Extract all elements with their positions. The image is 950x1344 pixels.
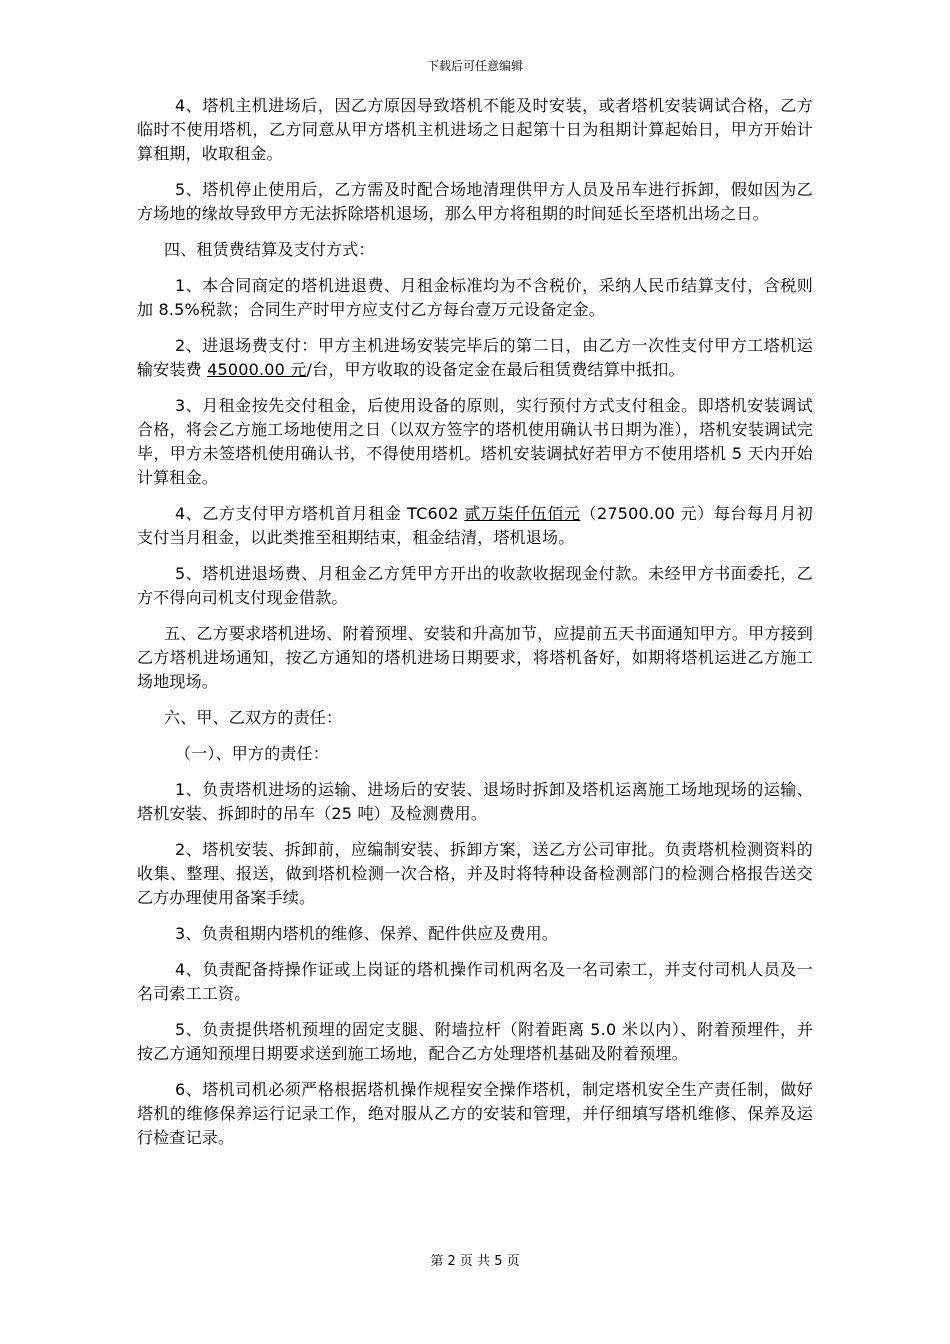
monthly-rent-text-b: （27500.00 元）每台每月月初支付当月租金，以此类推至租期结束，租金结清，塔机退场。: [137, 504, 813, 547]
page-number: 第 2 页 共 5 页: [430, 1254, 520, 1269]
entry-fee-amount: 45000.00 元: [207, 360, 307, 379]
responsibility-item: 3、负责租期内塔机的维修、保养、配件供应及费用。: [175, 924, 558, 943]
monthly-rent-amount: 贰万柒仟伍佰元: [464, 504, 581, 523]
section-heading-responsibility: 六、甲、乙双方的责任：: [164, 708, 343, 727]
document-body: [137, 94, 813, 1162]
responsibility-item: 4、负责配备持操作证或上岗证的塔机操作司机两名及一名司索工，并支付司机人员及一名司索工工资。: [137, 960, 813, 1003]
paragraph-prepayment: 3、月租金按先交付租金，后使用设备的原则，实行预付方式支付租金。即塔机安装调试合格，将会乙方施工场地使用之日（以双方签字的塔机使用确认书日期为准），塔机安装调试完毕，甲方未签塔机使用确认书，不得使用塔机。塔机安装调拭好若甲方不使用塔机 5 天内开始计算租金。: [137, 396, 813, 487]
page-header: 下载后可任意编辑: [426, 59, 523, 73]
paragraph-rent-start: 4、塔机主机进场后，因乙方原因导致塔机不能及时安装，或者塔机安装调试合格，乙方临时不使用塔机，乙方同意从甲方塔机主机进场之日起第十日为租期计算起始日，甲方开始计算租期，收取租金。: [137, 96, 813, 163]
section-heading-payment: 四、租赁费结算及支付方式：: [164, 240, 375, 259]
responsibility-item: 1、负责塔机进场的运输、进场后的安装、退场时拆卸及塔机运离施工场地现场的运输、塔机安装、拆卸时的吊车（25 吨）及检测费用。: [137, 780, 813, 823]
responsibility-item: 6、塔机司机必须严格根据塔机操作规程安全操作塔机，制定塔机安全生产责任制，做好塔机的维修保养运行记录工作，绝对服从乙方的安装和管理，并仔细填写塔机维修、保养及运行检查记录。: [137, 1080, 813, 1147]
entry-fee-text-a: 2、进退场费支付：甲方主机进场安装完毕后的第二日，由乙方一次性支付甲方工塔机运输安装费: [137, 336, 813, 379]
subsection-party-a: （一）、甲方的责任：: [175, 744, 330, 763]
section-notice: 五、乙方要求塔机进场、附着预埋、安装和升高加节，应提前五天书面通知甲方。甲方接到乙方塔机进场通知，按乙方通知的塔机进场日期要求，将塔机备好，如期将塔机运进乙方施工场地现场。: [137, 624, 813, 691]
responsibility-item: 2、塔机安装、拆卸前，应编制安装、拆卸方案，送乙方公司审批。负责塔机检测资料的收集、整理、报送，做到塔机检测一次合格，并及时将特种设备检测部门的检测合格报告送交乙方办理使用备案手续。: [137, 840, 813, 907]
paragraph-dismantle: 5、塔机停止使用后，乙方需及时配合场地清理供甲方人员及吊车进行拆卸，假如因为乙方场地的缘故导致甲方无法拆除塔机退场，那么甲方将租期的时间延长至塔机出场之日。: [137, 180, 813, 223]
monthly-rent-text-a: 4、乙方支付甲方塔机首月租金 TC602: [175, 504, 465, 523]
paragraph-monthly-rent: [137, 502, 813, 550]
paragraph-cash-payment: 5、塔机进退场费、月租金乙方凭甲方开出的收款收据现金付款。未经甲方书面委托，乙方不得向司机支付现金借款。: [137, 564, 813, 607]
responsibility-item: 5、负责提供塔机预埋的固定支腿、附墙拉杆（附着距离 5.0 米以内）、附着预埋件，并按乙方通知预埋日期要求送到施工场地，配合乙方处理塔机基础及附着预埋。: [137, 1020, 813, 1063]
paragraph-entry-fee: [137, 334, 813, 382]
paragraph-tax: 1、本合同商定的塔机进退费、月租金标准均为不含税价，采纳人民币结算支付，含税则加 8.5%税款；合同生产时甲方应支付乙方每台壹万元设备定金。: [137, 276, 813, 319]
entry-fee-text-b: /台，甲方收取的设备定金在最后租赁费结算中抵扣。: [306, 360, 685, 379]
